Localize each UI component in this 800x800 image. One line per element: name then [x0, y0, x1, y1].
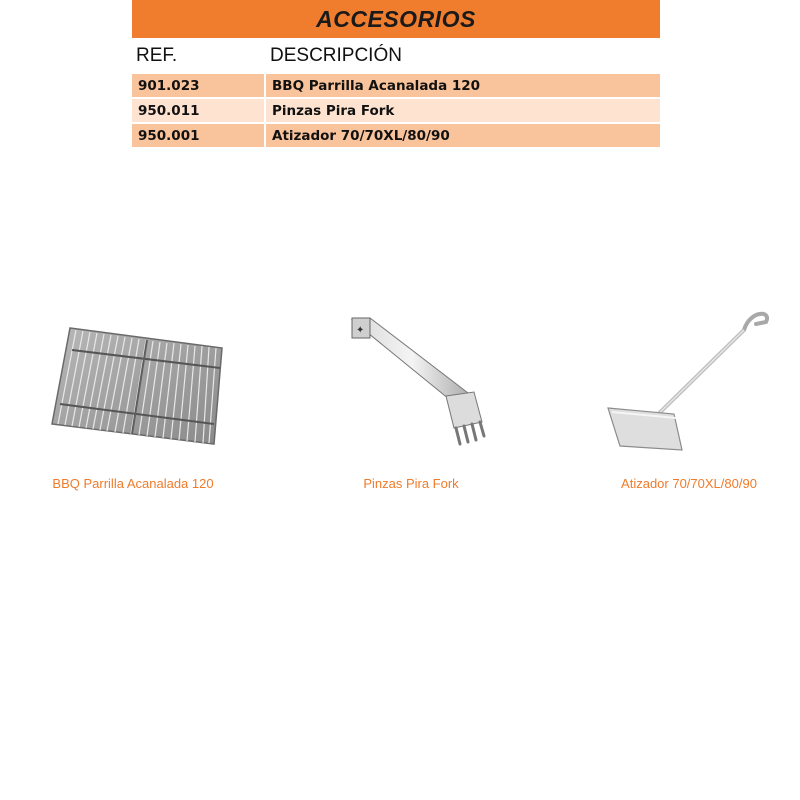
row-ref: 950.001	[132, 124, 266, 147]
row-ref: 901.023	[132, 74, 266, 97]
table-row	[132, 124, 660, 147]
tongs-fork-image	[278, 300, 544, 476]
svg-text:✦: ✦	[356, 325, 365, 336]
table-title-bar	[132, 0, 660, 38]
table-header-row	[132, 38, 660, 74]
header-description: DESCRIPCIÓN	[270, 45, 402, 66]
grill-grate-image	[0, 300, 266, 476]
product-tongs[interactable]	[278, 300, 544, 500]
fire-poker-image	[556, 300, 800, 476]
table-title: ACCESORIOS	[316, 5, 476, 32]
product-poker[interactable]	[556, 300, 800, 500]
product-label[interactable]: BBQ Parrilla Acanalada 120	[52, 476, 214, 491]
row-description: BBQ Parrilla Acanalada 120	[272, 77, 481, 94]
product-label[interactable]: Pinzas Pira Fork	[363, 476, 459, 491]
row-description: Pinzas Pira Fork	[272, 102, 395, 119]
table-row	[132, 74, 660, 97]
product-label[interactable]: Atizador 70/70XL/80/90	[621, 476, 757, 491]
row-description: Atizador 70/70XL/80/90	[272, 127, 450, 144]
row-ref: 950.011	[132, 99, 266, 122]
product-grill[interactable]	[0, 300, 266, 500]
accessories-table	[132, 0, 660, 149]
table-row	[132, 99, 660, 122]
header-ref: REF.	[136, 45, 178, 66]
